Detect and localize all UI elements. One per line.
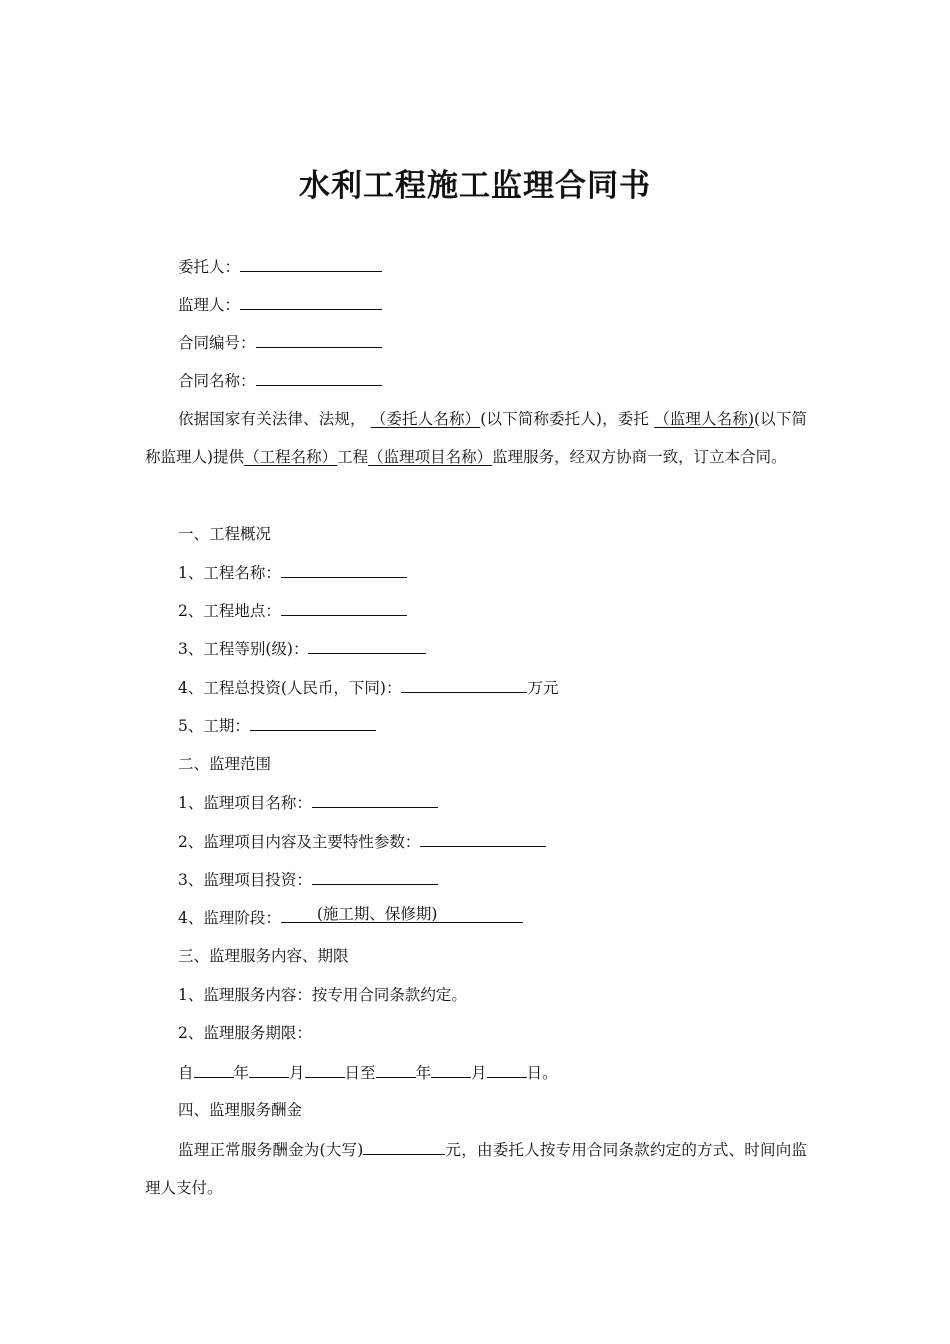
contract-no-blank[interactable] (256, 331, 382, 348)
service-content-line: 1、监理服务内容：按专用合同条款约定。 (178, 986, 467, 1004)
intro-text-5: 监理服务，经双方协商一致，订立本合同。 (492, 448, 787, 466)
supervision-stage-blank[interactable] (281, 906, 523, 923)
client-placeholder: （委托人名称） (370, 410, 481, 428)
duration-field (178, 714, 376, 737)
supervisor-label: 监理人： (178, 296, 241, 314)
project-name-field (178, 561, 407, 584)
duration-blank[interactable] (250, 714, 376, 731)
client-blank[interactable] (240, 255, 382, 272)
section3-heading: 三、监理服务内容、期限 (178, 947, 349, 965)
end-day-blank[interactable] (487, 1061, 527, 1078)
intro-paragraph (145, 400, 807, 476)
project-location-label: 2、工程地点： (178, 602, 281, 620)
contract-no-field (178, 331, 382, 354)
contract-name-field (178, 369, 382, 392)
document-title: 水利工程施工监理合同书 (299, 168, 651, 204)
end-year-blank[interactable] (376, 1061, 416, 1078)
contract-name-blank[interactable] (256, 369, 382, 386)
supervisor-blank[interactable] (240, 293, 382, 310)
start-day-to-label: 日至 (344, 1064, 376, 1082)
supervision-content-blank[interactable] (420, 830, 546, 847)
intro-text-2: (以下简称委托人)，委托 (480, 410, 650, 428)
supervision-item-name-blank[interactable] (312, 791, 438, 808)
item-placeholder: （监理项目名称） (368, 448, 493, 466)
project-location-field (178, 599, 407, 622)
end-year-label: 年 (415, 1064, 432, 1082)
supervision-item-name-label: 1、监理项目名称： (178, 794, 312, 812)
start-day-blank[interactable] (305, 1061, 345, 1078)
supervisor-placeholder: （监理人名称) (654, 410, 754, 428)
end-month-label: 月 (471, 1064, 487, 1082)
section4-heading: 四、监理服务酬金 (178, 1101, 303, 1119)
start-year-blank[interactable] (194, 1061, 234, 1078)
supervision-item-name-field (178, 791, 438, 814)
supervision-stage-value: (施工期、保修期) (316, 905, 438, 923)
total-investment-field (178, 676, 558, 699)
section1-heading: 一、工程概况 (178, 525, 272, 543)
supervision-stage-label: 4、监理阶段： (178, 909, 281, 927)
service-period-label: 2、监理服务期限： (178, 1024, 312, 1042)
end-day-label: 日。 (526, 1064, 558, 1082)
project-placeholder: （工程名称） (244, 448, 338, 466)
supervision-investment-blank[interactable] (312, 868, 438, 885)
service-period-dates (178, 1061, 558, 1084)
start-year-label: 年 (233, 1064, 250, 1082)
supervision-investment-field (178, 868, 438, 891)
remuneration-paragraph (145, 1131, 807, 1207)
project-grade-label: 3、工程等别(级)： (178, 640, 309, 658)
remuneration-amount-blank[interactable] (363, 1138, 445, 1155)
start-month-blank[interactable] (249, 1061, 289, 1078)
date-from-label: 自 (178, 1064, 194, 1082)
intro-text-3: (以下简称监理人)提供 (145, 410, 807, 466)
project-name-blank[interactable] (281, 561, 407, 578)
project-location-blank[interactable] (281, 599, 407, 616)
investment-unit: 万元 (527, 679, 559, 697)
supervision-content-field (178, 830, 546, 853)
client-field (178, 255, 382, 278)
contract-no-label: 合同编号： (178, 334, 256, 352)
start-month-label: 月 (289, 1064, 305, 1082)
supervision-stage-field (178, 906, 523, 929)
project-grade-blank[interactable] (308, 637, 426, 654)
section2-heading: 二、监理范围 (178, 755, 272, 773)
intro-text-1: 依据国家有关法律、法规， (178, 410, 366, 428)
supervision-investment-label: 3、监理项目投资： (178, 871, 312, 889)
project-name-label: 1、工程名称： (178, 564, 281, 582)
contract-name-label: 合同名称： (178, 372, 256, 390)
remuneration-text-2: 元，由委托人按专用合同条款约定的方式、时间向监理人支付。 (145, 1141, 807, 1197)
total-investment-blank[interactable] (401, 676, 527, 693)
intro-text-4: 工程 (337, 448, 369, 466)
client-label: 委托人： (178, 258, 241, 276)
duration-label: 5、工期： (178, 717, 250, 735)
remuneration-text-1: 监理正常服务酬金为(大写) (178, 1141, 364, 1159)
supervision-content-label: 2、监理项目内容及主要特性参数： (178, 833, 421, 851)
project-grade-field (178, 637, 426, 660)
supervisor-field (178, 293, 382, 316)
total-investment-label: 4、工程总投资(人民币，下同)： (178, 679, 402, 697)
end-month-blank[interactable] (431, 1061, 471, 1078)
